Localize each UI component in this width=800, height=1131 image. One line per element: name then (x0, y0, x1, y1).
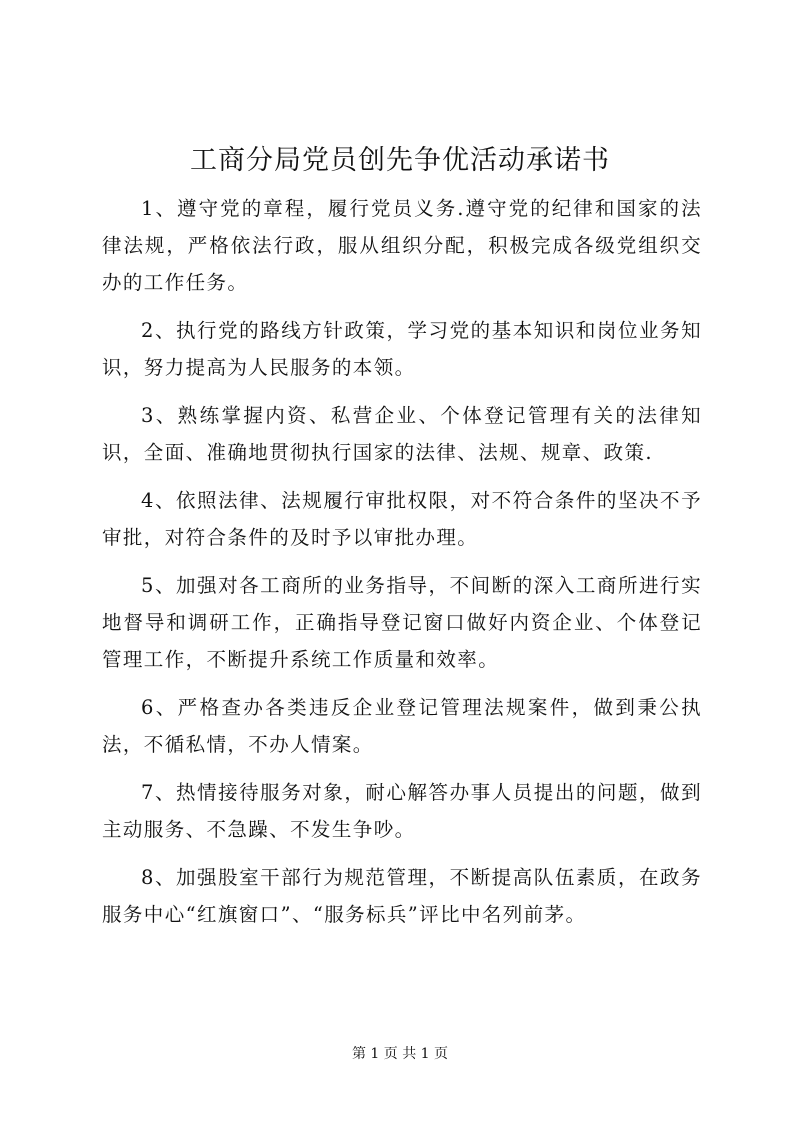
paragraph-7: 7、热情接待服务对象，耐心解答办事人员提出的问题，做到主动服务、不急躁、不发生争吵。 (102, 781, 702, 841)
document-body (102, 190, 702, 944)
paragraph-2: 2、执行党的路线方针政策，学习党的基本知识和岗位业务知识，努力提高为人民服务的本领。 (102, 319, 702, 379)
paragraph-4: 4、依照法律、法规履行审批权限，对不符合条件的坚决不予审批，对符合条件的及时予以审批办理。 (102, 489, 702, 549)
paragraph-5: 5、加强对各工商所的业务指导，不间断的深入工商所进行实地督导和调研工作，正确指导登记窗口做好内资企业、个体登记管理工作，不断提升系统工作质量和效率。 (102, 574, 702, 671)
page-number-footer: 第 1 页 共 1 页 (351, 1046, 449, 1062)
paragraph-6: 6、严格查办各类违反企业登记管理法规案件，做到秉公执法，不循私情，不办人情案。 (102, 696, 702, 756)
paragraph-3: 3、熟练掌握内资、私营企业、个体登记管理有关的法律知识，全面、准确地贯彻执行国家的法律、法规、规章、政策. (102, 404, 702, 464)
paragraph-8: 8、加强股室干部行为规范管理，不断提高队伍素质，在政务服务中心“红旗窗口”、“服务标兵”评比中名列前茅。 (102, 866, 702, 926)
document-title: 工商分局党员创先争优活动承诺书 (190, 145, 610, 176)
paragraph-1: 1、遵守党的章程，履行党员义务.遵守党的纪律和国家的法律法规，严格依法行政，服从组织分配，积极完成各级党组织交办的工作任务。 (102, 197, 702, 294)
